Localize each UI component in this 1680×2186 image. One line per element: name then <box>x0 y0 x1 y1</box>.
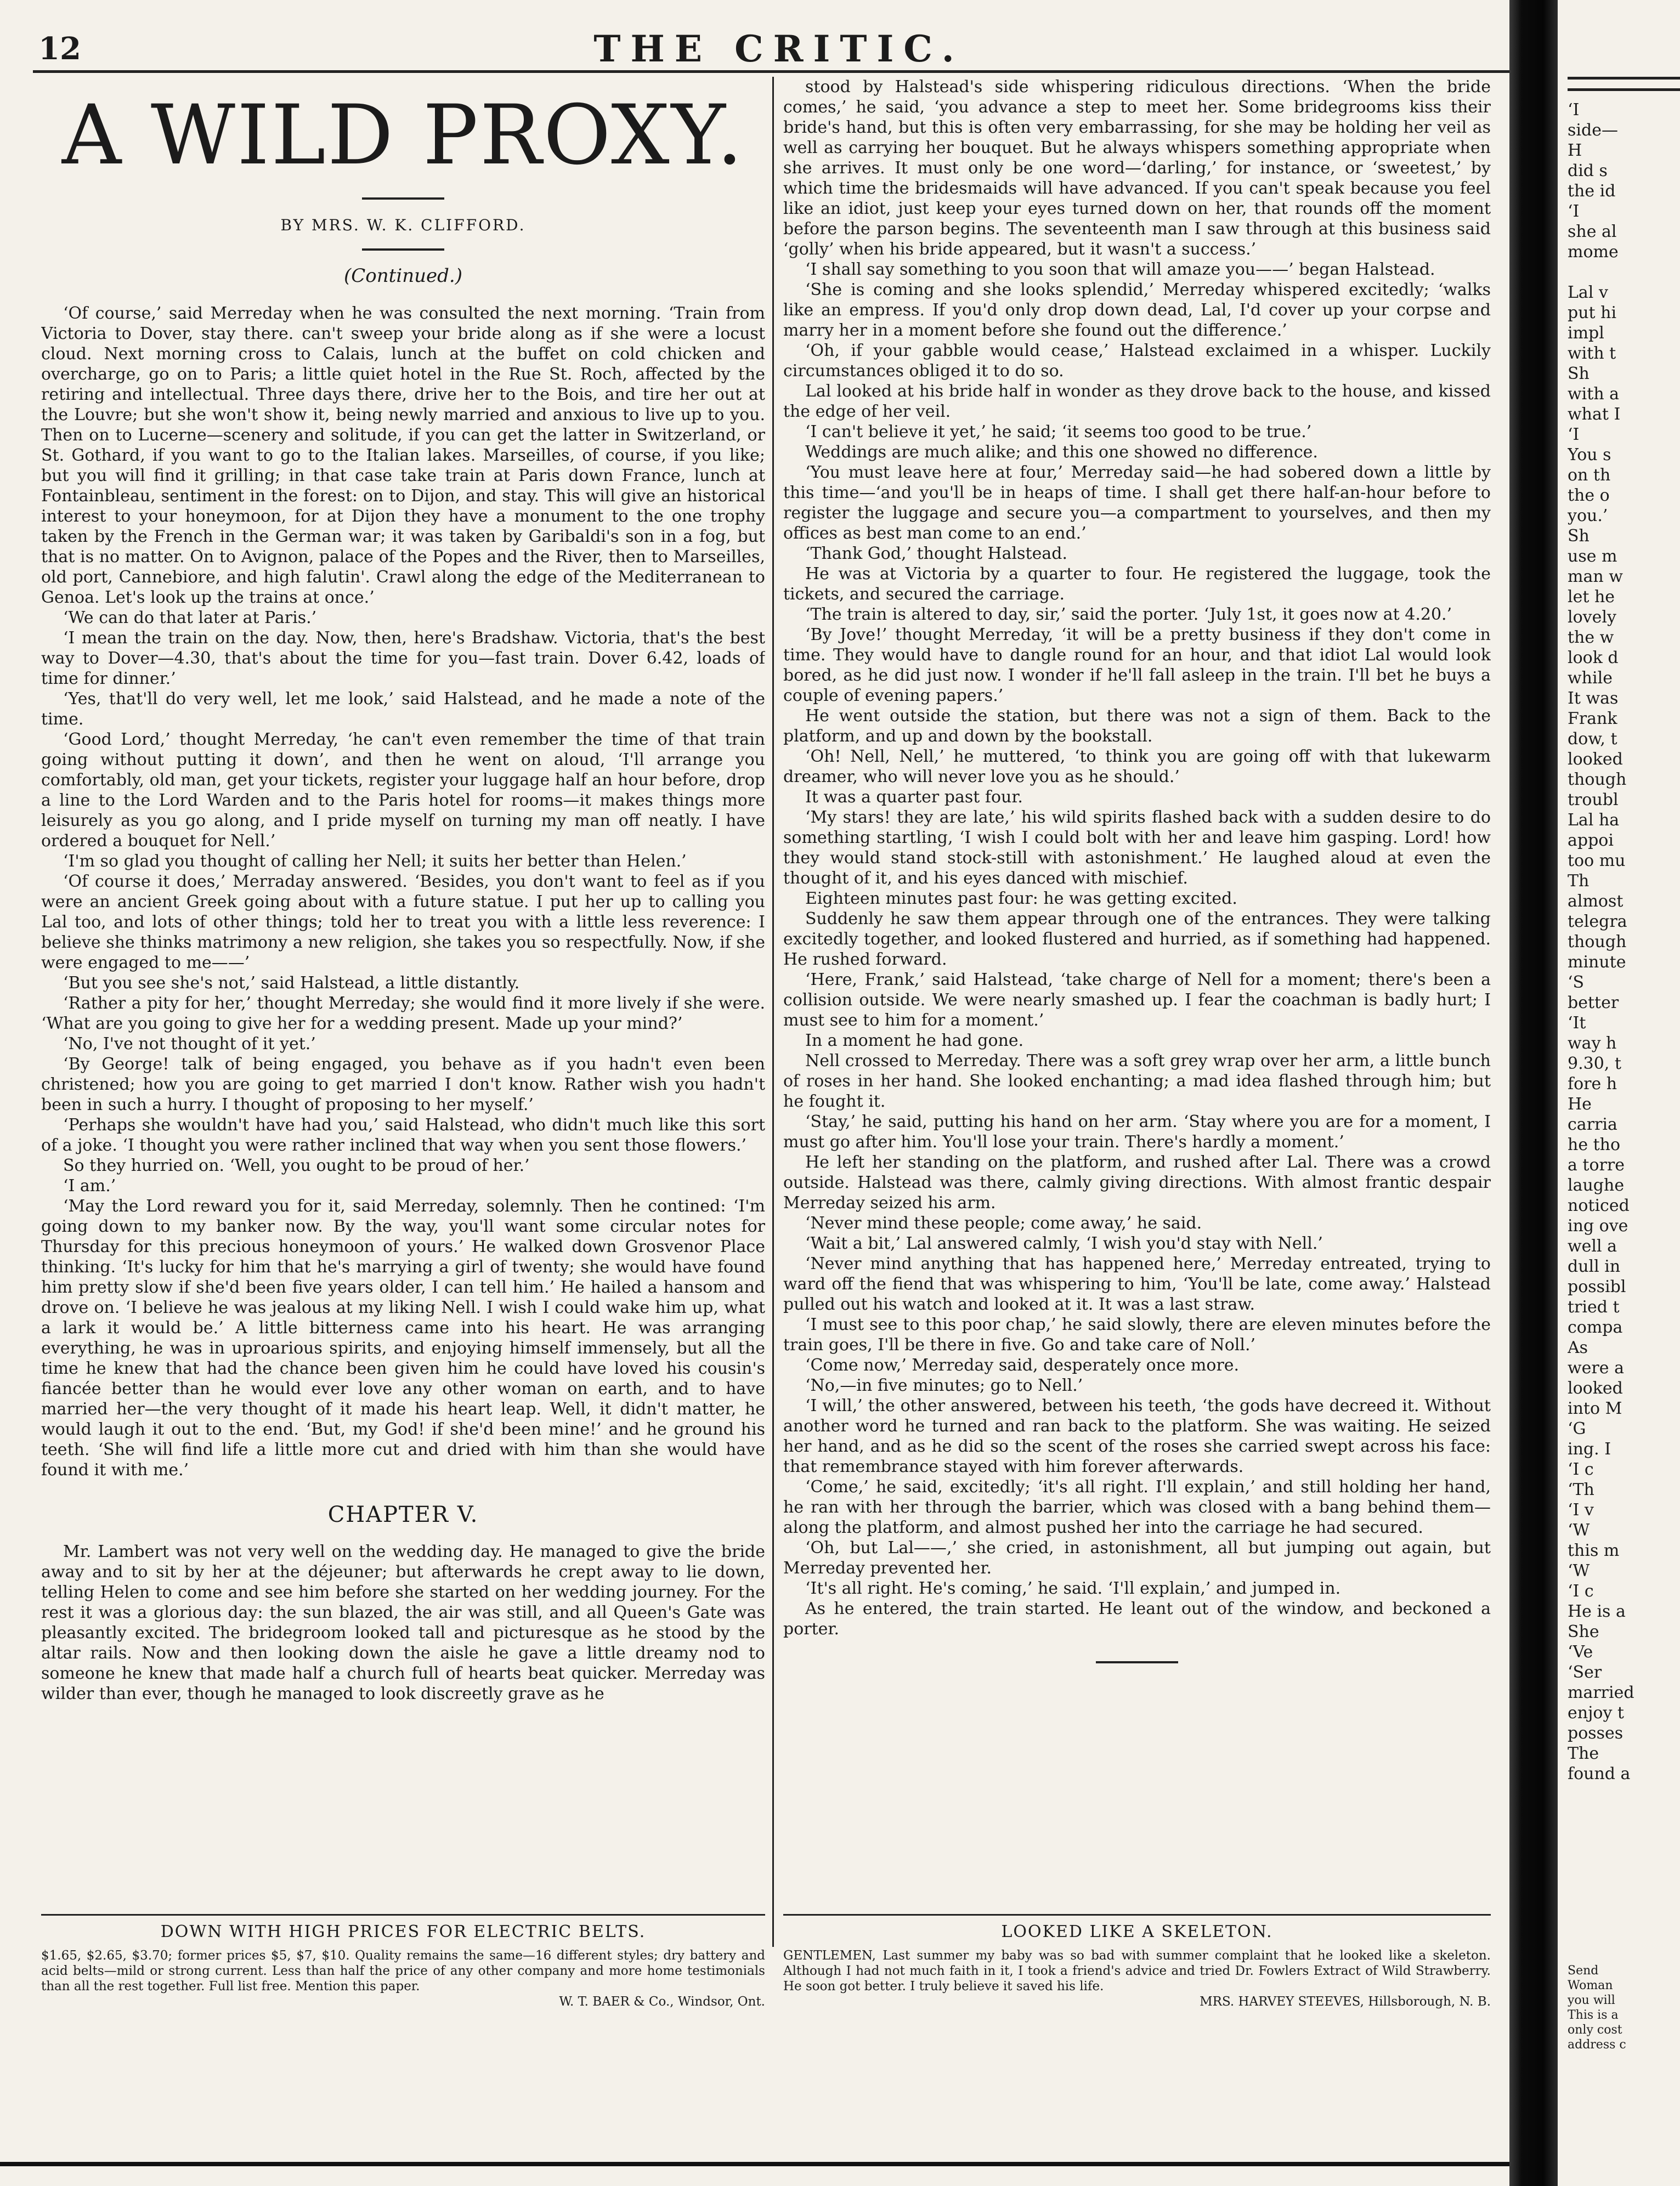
fragment-line: you.’ <box>1568 506 1608 525</box>
fragment-line: you will <box>1568 1994 1615 2007</box>
fragment-line: This is a <box>1568 2008 1619 2022</box>
fragment-line: appoi <box>1568 831 1614 850</box>
story-paragraph: ‘No, I've not thought of it yet.’ <box>63 1034 316 1054</box>
fragment-line: mome <box>1568 242 1619 262</box>
fragment-line: though <box>1568 932 1627 952</box>
story-paragraph: Suddenly he saw them appear through one of the entrances. They were talking excitedly together, and looked flustered and hurried, as if something had happened. He rushed forward. <box>783 909 1491 969</box>
fragment-line: posses <box>1568 1724 1624 1743</box>
story-paragraph: As he entered, the train started. He leant out of the window, and beckoned a porter. <box>783 1599 1491 1639</box>
story-paragraph: ‘I shall say something to you soon that will amaze you——’ began Halstead. <box>805 260 1435 279</box>
fragment-line: impl <box>1568 324 1604 343</box>
fragment-line: ‘I <box>1568 425 1580 444</box>
story-paragraph: ‘May the Lord reward you for it, said Merreday, solemnly. Then he contined: ‘I'm going down to my banker now. By the way, you'll want some circular notes for Thursday for this precious honeymoon of yours.’ He walked down Grosvenor Place thinking. ‘It's lucky for him that he's marrying a girl of twenty; she would have found him pretty slow if she'd been five years older, I can tell him.’ He hailed a hansom and drove on. ‘I believe he was jealous at my liking Nell. I wish I could wake him up, what a lark it would be.’ A little bitterness came into his heart. He was arranging everything, he was in uproarious spirits, and enjoying himself immensely, but all the time he knew that had the chance been given him he could have loved his cousin's fiancée better than he would ever love any other woman on earth, and to have married her—the very thought of it made his heart leap. Well, it didn't matter, he would laugh it out to the end. ‘But, my God! if she'd been mine!’ and he ground his teeth. ‘She will find life a little more cut and dried with him than she would have found it with me.’ <box>41 1197 765 1480</box>
continued-note: (Continued.) <box>344 265 462 287</box>
fragment-line: well a <box>1568 1237 1617 1256</box>
fragment-line: ‘Ve <box>1568 1643 1593 1662</box>
story-paragraph: He went outside the station, but there was not a sign of them. Back to the platform, and up and down by the bookstall. <box>783 706 1491 746</box>
fragment-line: were a <box>1568 1358 1624 1378</box>
fragment-line: the id <box>1568 182 1616 201</box>
fragment-line: Sh <box>1568 364 1590 383</box>
story-title: A WILD PROXY. <box>61 88 745 183</box>
fragment-line: looked <box>1568 750 1623 769</box>
fragment-line: with t <box>1568 344 1616 363</box>
fragment-line: ‘Ser <box>1568 1663 1602 1682</box>
fragment-line: Woman <box>1568 1979 1613 1992</box>
fragment-line: ‘Th <box>1568 1480 1594 1499</box>
title-rule <box>362 197 444 200</box>
footer-rule <box>0 2162 1509 2166</box>
fragment-line: Send <box>1568 1964 1599 1978</box>
fragment-line: put hi <box>1568 303 1617 322</box>
story-paragraph: In a moment he had gone. <box>805 1031 1024 1050</box>
story-paragraph: Weddings are much alike; and this one showed no difference. <box>805 443 1318 462</box>
story-paragraph: ‘It's all right. He's coming,’ he said. ‘I'll explain,’ and jumped in. <box>805 1579 1341 1598</box>
fragment-line: a torre <box>1568 1156 1625 1175</box>
fragment-line: It was <box>1568 689 1619 708</box>
story-paragraph: ‘I'm so glad you thought of calling her Nell; it suits her better than Helen.’ <box>63 852 687 871</box>
story-text-chapter <box>41 1542 765 1704</box>
adjacent-header-rule <box>1568 88 1680 91</box>
story-paragraph: ‘But you see she's not,’ said Halstead, a little distantly. <box>63 973 520 993</box>
fragment-line: He is a <box>1568 1602 1626 1621</box>
fragment-line: looked <box>1568 1379 1623 1398</box>
ad-signature: W. T. BAER & Co., Windsor, Ont. <box>559 1995 765 2009</box>
advertisement-electric-belts <box>41 1922 765 2009</box>
story-paragraph: He was at Victoria by a quarter to four. He registered the luggage, took the tickets, and secured the carriage. <box>783 564 1491 604</box>
masthead: THE CRITIC. <box>593 27 964 70</box>
ad-headline: LOOKED LIKE A SKELETON. <box>1001 1922 1273 1941</box>
adjacent-header-rule <box>1568 77 1680 80</box>
header-rule <box>33 70 1525 73</box>
fragment-line: she al <box>1568 222 1617 241</box>
fragment-line: only cost <box>1568 2023 1622 2037</box>
story-paragraph: So they hurried on. ‘Well, you ought to be proud of her.’ <box>63 1156 530 1175</box>
byline: BY MRS. W. K. CLIFFORD. <box>280 216 526 234</box>
fragment-line: Sh <box>1568 526 1590 546</box>
binding-shadow <box>1509 0 1558 2186</box>
column-divider <box>772 77 774 1947</box>
fragment-line: ‘I <box>1568 202 1580 221</box>
fragment-line: You s <box>1568 445 1611 465</box>
story-paragraph: ‘Of course,’ said Merreday when he was consulted the next morning. ‘Train from Victoria to Dover, stay there. can't sweep your bride along as if she were a locust cloud. Next morning cross to Calais, lunch at the buffet on cold chicken and overcharge, go on to Paris; a little quiet hotel in the Rue St. Roch, affected by the retiring and intellectual. Three days there, drive her to the Bois, and tire her out at the Louvre; but she won't show it, being newly married and anxious to live up to you. Then on to Lucerne—scenery and solitude, if you can get the latter in Switzerland, or St. Gothard, if you want to go to the Italian lakes. Marseilles, of course, if you like; but you will find it grilling; in that case take train at Paris down France, lunch at Fontainbleau, sentiment in the forest: on to Dijon, and stay. This will give an historical interest to your honeymoon, for at Dijon they have a monument to the one trophy taken by the French in the German war; it was taken by Garibaldi's son in a fog, but that is no matter. On to Avignon, palace of the Popes and the River, then to Marseilles, old port, Cannebiore, and high falutin'. Crawl along the edge of the Mediterranean to Genoa. Let's look up the trains at once.’ <box>41 304 765 607</box>
fragment-line: ‘I c <box>1568 1460 1594 1479</box>
adjacent-ad-text <box>1568 1963 1626 2052</box>
fragment-line: almost <box>1568 892 1624 911</box>
fragment-line: look d <box>1568 648 1619 667</box>
column-middle <box>783 77 1491 1908</box>
fragment-line: side— <box>1568 121 1618 140</box>
chapter-heading: CHAPTER V. <box>327 1502 479 1527</box>
fragment-line: better <box>1568 993 1619 1012</box>
page-header <box>33 27 1525 70</box>
fragment-line: ing ove <box>1568 1216 1628 1236</box>
fragment-line: ing. I <box>1568 1440 1611 1459</box>
fragment-line: ‘S <box>1568 973 1585 992</box>
story-paragraph: ‘I will,’ the other answered, between his teeth, ‘the gods have decreed it. Without another word he turned and ran back to the platform. She was waiting. He seized her hand, and as he did so the scent of the roses she carried swept across his face: that remembrance stayed with him forever afterwards. <box>783 1396 1491 1476</box>
fragment-line: ‘G <box>1568 1419 1586 1439</box>
fragment-line: married <box>1568 1683 1634 1702</box>
story-paragraph: ‘We can do that later at Paris.’ <box>63 608 317 627</box>
fragment-line: Lal ha <box>1568 811 1620 830</box>
fragment-line: let he <box>1568 587 1615 607</box>
story-paragraph: ‘By George! talk of being engaged, you behave as if you hadn't even been christened; how you are going to get married I don't know. Rather wish you hadn't been in such a hurry. I thought of proposing to her myself.’ <box>41 1055 765 1114</box>
story-paragraph: ‘Come now,’ Merreday said, desperately once more. <box>805 1356 1240 1375</box>
story-paragraph: ‘Rather a pity for her,’ thought Merreday; she would find it more lively if she were. ‘What are you going to give her for a wedding present. Made up your mind?’ <box>41 994 765 1033</box>
fragment-line: did s <box>1568 161 1608 180</box>
fragment-line: dull in <box>1568 1257 1621 1276</box>
fragment-line: carria <box>1568 1115 1617 1134</box>
fragment-line: while <box>1568 669 1613 688</box>
story-paragraph: ‘Wait a bit,’ Lal answered calmly, ‘I wish you'd stay with Nell.’ <box>805 1234 1323 1253</box>
story-paragraph: ‘I can't believe it yet,’ he said; ‘it seems too good to be true.’ <box>805 422 1312 441</box>
ad-rule-middle <box>783 1914 1491 1916</box>
adjacent-page-fragment <box>1568 77 1680 2106</box>
story-paragraph: ‘Of course it does,’ Merraday answered. ‘Besides, you don't want to feel as if you were an ancient Greek going about with a future statue. I put her up to calling you Lal too, and lots of other things; told her to treat you with a little less reverence: I believe she thinks matrimony a new religion, she takes you so respectfully. Now, if she were engaged to me——’ <box>41 872 765 972</box>
ad-signature: MRS. HARVEY STEEVES, Hillsborough, N. B. <box>1200 1995 1491 2009</box>
fragment-line: She <box>1568 1622 1599 1641</box>
fragment-line: way h <box>1568 1034 1617 1053</box>
story-paragraph: Nell crossed to Merreday. There was a soft grey wrap over her arm, a little bunch of roses in her hand. She looked enchanting; a mad idea flashed through him; but he fought it. <box>783 1051 1491 1111</box>
story-paragraph: ‘Stay,’ he said, putting his hand on her arm. ‘Stay where you are for a moment, I must go after him. You'll lose your train. There's hardly a moment.’ <box>783 1112 1491 1152</box>
fragment-line: the w <box>1568 628 1614 647</box>
fragment-line: ‘I c <box>1568 1582 1594 1601</box>
page-number: 12 <box>38 31 81 67</box>
fragment-line: H <box>1568 141 1582 160</box>
ad-rule-left <box>41 1914 765 1916</box>
fragment-line: what I <box>1568 405 1621 424</box>
story-paragraph: ‘Come,’ he said, excitedly; ‘it's all right. I'll explain,’ and still holding her hand, he ran with her through the barrier, which was closed with a bang behind them—along the platform, and almost pushed her into the carriage he had secured. <box>783 1477 1491 1537</box>
story-paragraph: ‘My stars! they are late,’ his wild spirits flashed back with a sudden desire to do something startling, ‘I wish I could bolt with her and leave him gasping. Lord! how they would stand stock-still with astonishment.’ He laughed aloud at even the thought of it, and his eyes danced with mischief. <box>783 808 1491 888</box>
fragment-line: fore h <box>1568 1074 1617 1094</box>
story-paragraph: ‘She is coming and she looks splendid,’ Merreday whispered excitedly; ‘walks like an empress. If you'd only drop down dead, Lal, I'd cover up your corpse and marry her in a moment before she found out the difference.’ <box>783 280 1491 340</box>
story-text-part2 <box>783 77 1491 1639</box>
fragment-line: though <box>1568 770 1627 789</box>
story-paragraph: ‘Thank God,’ thought Halstead. <box>805 544 1067 563</box>
story-paragraph: ‘Yes, that'll do very well, let me look,’ said Halstead, and he made a note of the time. <box>41 689 765 729</box>
fragment-line: on th <box>1568 466 1611 485</box>
fragment-line: compa <box>1568 1318 1623 1337</box>
advertisement-skeleton <box>783 1922 1491 2009</box>
story-paragraph: It was a quarter past four. <box>805 788 1023 807</box>
story-paragraph: ‘By Jove!’ thought Merreday, ‘it will be a pretty business if they don't come in time. They would have to dangle round for an hour, and that idiot Lal would look bored, as he did just now. I wonder if he'll fall asleep in the train. I'll bet he buys a couple of evening papers.’ <box>783 625 1491 705</box>
fragment-line: address c <box>1568 2038 1626 2052</box>
fragment-line: ‘W <box>1568 1561 1590 1581</box>
fragment-line: dow, t <box>1568 729 1617 749</box>
fragment-line: laughe <box>1568 1176 1625 1195</box>
fragment-line: he tho <box>1568 1135 1621 1154</box>
fragment-line: ‘I v <box>1568 1500 1594 1520</box>
story-paragraph: ‘Perhaps she wouldn't have had you,’ said Halstead, who didn't much like this sort of a joke. ‘I thought you were rather inclined that way when you sent those flowers.’ <box>41 1115 765 1155</box>
fragment-line: this m <box>1568 1541 1620 1560</box>
fragment-line: too mu <box>1568 851 1626 870</box>
fragment-line <box>1568 262 1680 282</box>
fragment-line: enjoy t <box>1568 1703 1624 1723</box>
story-paragraph: ‘Oh! Nell, Nell,’ he muttered, ‘to think you are going off with that lukewarm dreamer, who will never love you as he should.’ <box>783 747 1491 786</box>
story-paragraph: He left her standing on the platform, and rushed after Lal. There was a crowd outside. Halstead was there, calmly giving directions. With almost frantic despair Merreday seized his arm. <box>783 1153 1491 1213</box>
story-paragraph: Mr. Lambert was not very well on the wedding day. He managed to give the bride away and to sit by her at the déjeuner; but afterwards he crept away to lie down, telling Helen to come and see him before she started on her wedding journey. For the rest it was a glorious day: the sun blazed, the air was still, and all Queen's Gate was pleasantly excited. The bridegroom looked tall and picturesque as he stood by the altar rails. Now and then looking down the aisle he gave a little dreamy nod to someone he knew that made half a church full of hearts beat quicker. Merreday was wilder than ever, though he managed to look discreetly grave as he <box>41 1542 765 1703</box>
fragment-line: troubl <box>1568 790 1619 809</box>
fragment-line: Lal v <box>1568 283 1608 302</box>
fragment-line: ‘It <box>1568 1013 1586 1033</box>
story-paragraph: ‘No,—in five minutes; go to Nell.’ <box>805 1376 1083 1395</box>
fragment-line: telegra <box>1568 912 1627 931</box>
fragment-line: ‘W <box>1568 1521 1590 1540</box>
ad-body: GENTLEMEN, Last summer my baby was so bad with summer complaint that he looked like a skeleton. Although I had not much faith in it, I took a friend's advice and tried Dr. Fowlers Extract of Wild Strawberry. He soon got better. I truly believe it saved his life. <box>783 1949 1491 1994</box>
story-paragraph: ‘Good Lord,’ thought Merreday, ‘he can't even remember the time of that train going without putting it down’, and then he went on aloud, ‘I'll arrange you comfortably, old man, get your tickets, register your luggage half an hour before, drop a line to the Lord Warden and to the Paris hotel for rooms—it makes things more leisurely as you go along, and I pride myself on turning my man off neatly. I have ordered a bouquet for Nell.’ <box>41 730 765 851</box>
fragment-line: minute <box>1568 953 1626 972</box>
story-paragraph: ‘I am.’ <box>63 1176 116 1196</box>
fragment-line: tried t <box>1568 1298 1620 1317</box>
fragment-line: use m <box>1568 547 1617 566</box>
fragment-line: the o <box>1568 486 1610 505</box>
story-paragraph: ‘Never mind these people; come away,’ he said. <box>805 1214 1202 1233</box>
fragment-line: man w <box>1568 567 1623 586</box>
story-paragraph: Lal looked at his bride half in wonder as they drove back to the house, and kissed the edge of her veil. <box>783 382 1491 421</box>
story-paragraph: ‘I mean the train on the day. Now, then, here's Bradshaw. Victoria, that's the best way to Dover—4.30, that's about the time for you—fast train. Dover 6.42, loads of time for dinner.’ <box>41 628 765 688</box>
column-left <box>41 77 765 1908</box>
story-paragraph: stood by Halstead's side whispering ridiculous directions. ‘When the bride comes,’ he said, ‘you advance a step to meet her. Some bridegrooms kiss their bride's hand, but this is often very embarrassing, for she may be holding her veil as well as carrying her bouquet. But he always whispers something appropriate when she arrives. It must only be one word—‘darling,’ for instance, or ‘sweetest,’ by which time the bridesmaids will have advanced. If you can't speak because you feel like an idiot, just keep your eyes turned down on her, that rounds off the moment before the parson begins. The seventeenth man I saw through at this business said ‘golly’ when his bride appeared, but it wasn't a success.’ <box>783 77 1491 259</box>
fragment-line: Th <box>1568 871 1590 891</box>
story-paragraph: ‘Oh, if your gabble would cease,’ Halstead exclaimed in a whisper. Luckily circumstances obliged it to do so. <box>783 341 1491 381</box>
fragment-line: noticed <box>1568 1196 1630 1215</box>
fragment-line: found a <box>1568 1764 1631 1783</box>
story-paragraph: ‘You must leave here at four,’ Merreday said—he had sobered down a little by this time—‘and you'll be in heaps of time. I shall get there half-an-hour before to register the luggage and secure you—a compartment to yourselves, and then my offices as best man come to an end.’ <box>783 463 1491 543</box>
story-text-part1 <box>41 303 765 1480</box>
story-paragraph: ‘Here, Frank,’ said Halstead, ‘take charge of Nell for a moment; there's been a collision outside. We were nearly smashed up. I fear the coachman is badly hurt; I must see to him for a moment.’ <box>783 970 1491 1030</box>
fragment-line: 9.30, t <box>1568 1054 1621 1073</box>
story-paragraph: ‘I must see to this poor chap,’ he said slowly, there are eleven minutes before the train goes, I'll be there in five. Go and take care of Noll.’ <box>783 1315 1491 1355</box>
ad-body: $1.65, $2.65, $3.70; former prices $5, $7, $10. Quality remains the same—16 different styles; dry battery and acid belts—mild or strong current. Less than half the price of any other company and more home testimonials than all the rest together. Full list free. Mention this paper. <box>41 1949 765 1994</box>
fragment-line: As <box>1568 1338 1588 1357</box>
fragment-line: with a <box>1568 384 1620 404</box>
fragment-line: lovely <box>1568 608 1616 627</box>
adjacent-text <box>1568 100 1680 1784</box>
fragment-line: possibl <box>1568 1277 1626 1296</box>
fragment-line: into M <box>1568 1399 1622 1418</box>
byline-rule <box>362 248 444 251</box>
ad-headline: DOWN WITH HIGH PRICES FOR ELECTRIC BELTS. <box>160 1922 646 1941</box>
story-paragraph: ‘Never mind anything that has happened here,’ Merreday entreated, trying to ward off the fiend that was whispering to him, ‘You'll be late, come away.’ Halstead pulled out his watch and looked at it. It was a last straw. <box>783 1254 1491 1314</box>
end-rule <box>1096 1661 1178 1663</box>
fragment-line: He <box>1568 1095 1592 1114</box>
fragment-line: ‘I <box>1568 100 1580 120</box>
story-paragraph: Eighteen minutes past four: he was getting excited. <box>805 889 1237 908</box>
story-paragraph: ‘Oh, but Lal——,’ she cried, in astonishment, all but jumping out again, but Merreday prevented her. <box>783 1538 1491 1578</box>
fragment-line: The <box>1568 1744 1599 1763</box>
fragment-line: Frank <box>1568 709 1617 728</box>
story-paragraph: ‘The train is altered to day, sir,’ said the porter. ‘July 1st, it goes now at 4.20.’ <box>805 605 1452 624</box>
